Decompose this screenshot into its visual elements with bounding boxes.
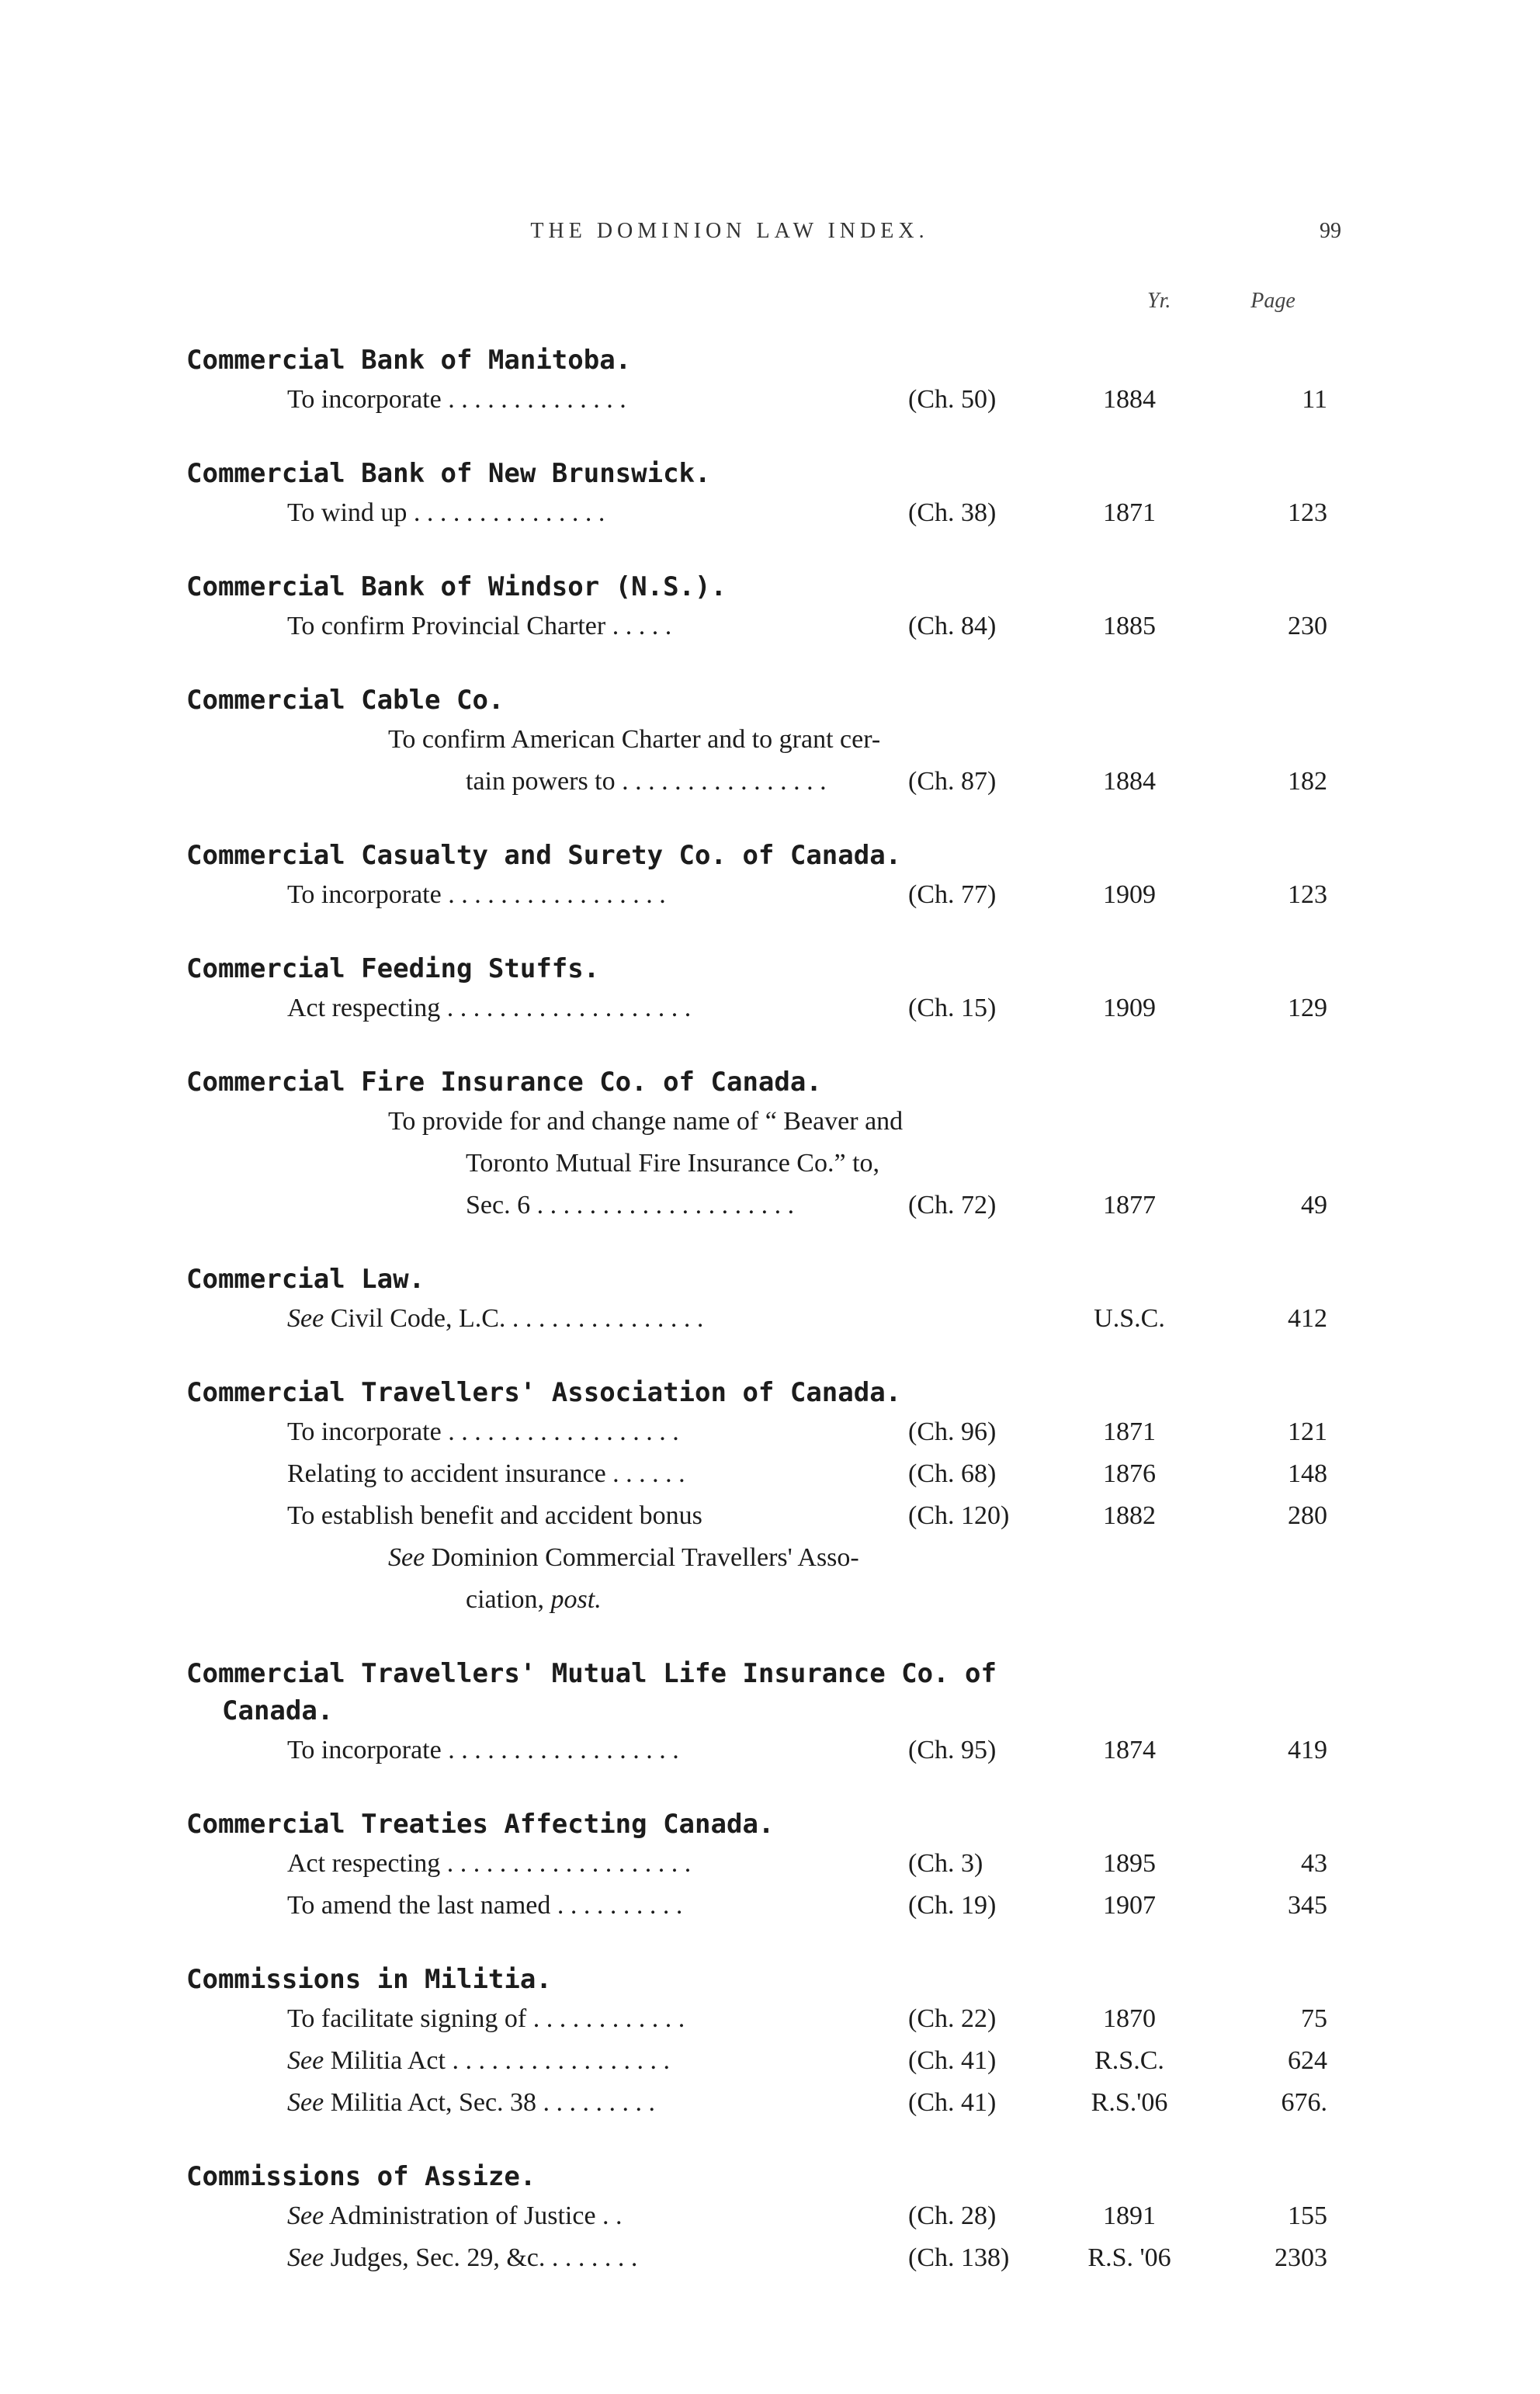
column-headings [0, 289, 1540, 320]
sub-entry-text [287, 1843, 691, 1885]
entry-title [186, 1655, 1320, 1730]
entry-title [186, 1806, 1320, 1843]
sub-entry-text [287, 2237, 637, 2279]
page-reference: 182 [1288, 767, 1327, 796]
year-reference: 1870 [1103, 2004, 1156, 2033]
page-reference: 49 [1301, 1191, 1327, 1220]
sub-entry-continuation: Sec. 6 . . . . . . . . . . . . . . . . . . . . [466, 1191, 795, 1220]
sub-entry-line: To wind up . . . . . . . . . . . . . . . [287, 498, 605, 527]
sub-entry-list [186, 492, 1327, 534]
chapter-reference: (Ch. 87) [908, 767, 997, 796]
entry-title [186, 1261, 1320, 1298]
sub-entry [186, 719, 1327, 803]
index-entry [186, 1961, 1327, 2124]
index-entry [186, 950, 1327, 1029]
page-number: 99 [1320, 219, 1341, 243]
sub-entry-line: Civil Code, L.C. . . . . . . . . . . . . . . . [330, 1304, 704, 1333]
sub-entry-text [287, 379, 626, 421]
post-reference: post. [550, 1585, 602, 1614]
year-reference: 1877 [1103, 1191, 1156, 1220]
sub-entry-line: To incorporate . . . . . . . . . . . . . . . . . . [287, 1736, 679, 1764]
year-reference: 1874 [1103, 1736, 1156, 1764]
sub-entry [186, 1298, 1327, 1340]
chapter-reference: (Ch. 3) [908, 1849, 983, 1878]
index-entry [186, 1063, 1327, 1226]
entry-title-text: Commercial Bank of Manitoba. [186, 345, 632, 376]
entry-title [186, 1063, 1320, 1101]
see-reference: See [287, 2243, 324, 2272]
sub-entry-text [287, 1730, 679, 1771]
sub-entry-text [287, 874, 666, 916]
entry-title-text: Commercial Feeding Stuffs. [186, 953, 600, 984]
sub-entry [186, 1843, 1327, 1885]
sub-entry-list [186, 379, 1327, 421]
entry-title-continuation: Canada. [222, 1695, 334, 1726]
index-entry [186, 568, 1327, 647]
chapter-reference: (Ch. 120) [908, 1501, 1010, 1530]
year-reference: R.S.C. [1094, 2046, 1164, 2075]
sub-entry-list [186, 719, 1327, 803]
index-entry [186, 682, 1327, 803]
sub-entry-line: Act respecting . . . . . . . . . . . . . . . . . . . [287, 1849, 692, 1878]
sub-entry-text [388, 1537, 1133, 1621]
sub-entry [186, 874, 1327, 916]
page-reference: 123 [1288, 880, 1327, 909]
see-reference: See [287, 1304, 324, 1333]
sub-entry-list [186, 1730, 1327, 1771]
year-reference: 1882 [1103, 1501, 1156, 1530]
sub-entry-line: Judges, Sec. 29, &c. . . . . . . . [330, 2243, 638, 2272]
sub-entry-line: To incorporate . . . . . . . . . . . . . . . . . . [287, 1417, 679, 1446]
sub-entry [186, 2237, 1327, 2279]
sub-entry-list [186, 874, 1327, 916]
sub-entry [186, 1730, 1327, 1771]
entry-title-text: Commercial Casualty and Surety Co. of Canada. [186, 840, 902, 871]
sub-entry-line: Militia Act, Sec. 38 . . . . . . . . . [330, 2088, 656, 2117]
sub-entry [186, 605, 1327, 647]
page-reference: 230 [1288, 612, 1327, 640]
sub-entry-list [186, 1998, 1327, 2124]
year-reference: 1891 [1103, 2201, 1156, 2230]
entry-title-text: Commercial Bank of Windsor (N.S.). [186, 571, 727, 602]
entry-title-text: Commercial Treaties Affecting Canada. [186, 1809, 775, 1840]
page-reference: 129 [1288, 994, 1327, 1022]
sub-entry [186, 492, 1327, 534]
entry-title [186, 950, 1320, 987]
index-entry [186, 1655, 1327, 1771]
sub-entry-text [287, 987, 691, 1029]
chapter-reference: (Ch. 50) [908, 385, 997, 414]
chapter-reference: (Ch. 15) [908, 994, 997, 1022]
sub-entry-line: To amend the last named . . . . . . . . . . [287, 1891, 683, 1920]
index-entry [186, 1806, 1327, 1927]
sub-entry-list [186, 1411, 1327, 1621]
sub-entry-line: Administration of Justice . . [328, 2201, 623, 2230]
chapter-reference: (Ch. 68) [908, 1459, 997, 1488]
chapter-reference: (Ch. 84) [908, 612, 997, 640]
sub-entry-text [287, 1495, 702, 1537]
entry-title [186, 455, 1320, 492]
index-entry [186, 2158, 1327, 2279]
chapter-reference: (Ch. 19) [908, 1891, 997, 1920]
sub-entry-line: Act respecting . . . . . . . . . . . . . . . . . . . [287, 994, 692, 1022]
index-entries [186, 342, 1327, 2313]
entry-title-text: Commercial Bank of New Brunswick. [186, 458, 711, 489]
page-reference: 676. [1281, 2088, 1327, 2117]
chapter-reference: (Ch. 28) [908, 2201, 997, 2230]
entry-title-text: Commissions in Militia. [186, 1964, 552, 1995]
chapter-reference: (Ch. 22) [908, 2004, 997, 2033]
page-reference: 123 [1288, 498, 1327, 527]
page-reference: 345 [1288, 1891, 1327, 1920]
chapter-reference: (Ch. 95) [908, 1736, 997, 1764]
running-title: THE DOMINION LAW INDEX. [530, 219, 929, 243]
sub-entry-text [287, 1998, 685, 2040]
entry-title [186, 1961, 1320, 1998]
sub-entry [186, 1101, 1327, 1226]
sub-entry-list [186, 1101, 1327, 1226]
sub-entry-line: To provide for and change name of “ Beaver and [388, 1107, 904, 1136]
page-reference: 2303 [1275, 2243, 1327, 2272]
page-reference: 121 [1288, 1417, 1327, 1446]
sub-entry [186, 1885, 1327, 1927]
sub-entry-line: To confirm Provincial Charter . . . . . [287, 612, 672, 640]
index-entry [186, 342, 1327, 421]
page-reference: 43 [1301, 1849, 1327, 1878]
chapter-reference: (Ch. 96) [908, 1417, 997, 1446]
entry-title-text: Commercial Travellers' Association of Canada. [186, 1377, 902, 1408]
entry-title-text: Commercial Law. [186, 1264, 425, 1295]
entry-title [186, 837, 1320, 874]
year-reference: 1871 [1103, 1417, 1156, 1446]
year-reference: R.S. '06 [1087, 2243, 1171, 2272]
sub-entry-text [287, 2195, 623, 2237]
sub-entry [186, 2195, 1327, 2237]
year-reference: 1884 [1103, 767, 1156, 796]
sub-entry-text [287, 1411, 679, 1453]
page-reference: 155 [1288, 2201, 1327, 2230]
see-reference: See [287, 2046, 324, 2075]
sub-entry-text [287, 1298, 703, 1340]
column-heading-page: Page [1250, 289, 1295, 313]
year-reference: 1871 [1103, 498, 1156, 527]
chapter-reference: (Ch. 77) [908, 880, 997, 909]
page-reference: 624 [1288, 2046, 1327, 2075]
sub-entry-line: To confirm American Charter and to grant cer- [388, 725, 881, 754]
year-reference: 1909 [1103, 994, 1156, 1022]
index-entry [186, 1261, 1327, 1340]
entry-title-text: Commercial Fire Insurance Co. of Canada. [186, 1067, 822, 1098]
sub-entry-text [287, 2040, 670, 2082]
sub-entry [186, 1411, 1327, 1453]
year-reference: 1876 [1103, 1459, 1156, 1488]
entry-title [186, 342, 1320, 379]
sub-entry [186, 2082, 1327, 2124]
sub-entry-text [287, 2082, 655, 2124]
page-reference: 75 [1301, 2004, 1327, 2033]
see-reference: See [287, 2088, 324, 2117]
sub-entry-list [186, 987, 1327, 1029]
see-reference: See [388, 1543, 425, 1572]
year-reference: 1907 [1103, 1891, 1156, 1920]
sub-entry-text [287, 492, 605, 534]
sub-entry [186, 379, 1327, 421]
page-reference: 11 [1302, 385, 1327, 414]
year-reference: 1895 [1103, 1849, 1156, 1878]
sub-entry [186, 1537, 1320, 1621]
sub-entry-list [186, 605, 1327, 647]
entry-title-text: Commercial Cable Co. [186, 685, 505, 716]
sub-entry-continuation: Toronto Mutual Fire Insurance Co.” to, [466, 1149, 880, 1178]
entry-title [186, 2158, 1320, 2195]
entry-title [186, 568, 1320, 605]
entry-title [186, 1374, 1320, 1411]
sub-entry-continuation: ciation, post. [466, 1585, 602, 1614]
year-reference: 1909 [1103, 880, 1156, 909]
year-reference: U.S.C. [1094, 1304, 1165, 1333]
page-reference: 148 [1288, 1459, 1327, 1488]
sub-entry [186, 1998, 1327, 2040]
sub-entry-line: Dominion Commercial Travellers' Asso- [431, 1543, 859, 1572]
see-reference: See [287, 2201, 324, 2230]
sub-entry-line: Relating to accident insurance . . . . . . [287, 1459, 685, 1488]
entry-title [186, 682, 1320, 719]
running-head [0, 219, 1540, 250]
sub-entry-line: To incorporate . . . . . . . . . . . . . . [287, 385, 626, 414]
index-entry [186, 837, 1327, 916]
sub-entry-continuation: tain powers to . . . . . . . . . . . . . . . . [466, 767, 827, 796]
sub-entry [186, 1495, 1327, 1537]
page-reference: 419 [1288, 1736, 1327, 1764]
year-reference: R.S.'06 [1091, 2088, 1168, 2117]
chapter-reference: (Ch. 41) [908, 2088, 997, 2117]
sub-entry-line: To incorporate . . . . . . . . . . . . . . . . . [287, 880, 666, 909]
sub-entry-text [287, 1885, 682, 1927]
sub-entry-list [186, 1843, 1327, 1927]
chapter-reference: (Ch. 138) [908, 2243, 1010, 2272]
chapter-reference: (Ch. 41) [908, 2046, 997, 2075]
sub-entry-line: To facilitate signing of . . . . . . . . . . . . [287, 2004, 685, 2033]
index-entry [186, 455, 1327, 534]
sub-entry-line: To establish benefit and accident bonus [287, 1501, 702, 1530]
chapter-reference: (Ch. 38) [908, 498, 997, 527]
sub-entry-line: Militia Act . . . . . . . . . . . . . . . . . [330, 2046, 670, 2075]
sub-entry-text [287, 605, 671, 647]
entry-title-text: Commercial Travellers' Mutual Life Insurance Co. of [186, 1658, 997, 1689]
sub-entry-list [186, 1298, 1327, 1340]
sub-entry [186, 1453, 1327, 1495]
year-reference: 1884 [1103, 385, 1156, 414]
page-reference: 412 [1288, 1304, 1327, 1333]
sub-entry [186, 2040, 1327, 2082]
sub-entry [186, 987, 1327, 1029]
page-reference: 280 [1288, 1501, 1327, 1530]
index-entry [186, 1374, 1327, 1621]
entry-title-text: Commissions of Assize. [186, 2161, 536, 2192]
sub-entry-list [186, 2195, 1327, 2279]
chapter-reference: (Ch. 72) [908, 1191, 997, 1220]
year-reference: 1885 [1103, 612, 1156, 640]
column-heading-year: Yr. [1147, 289, 1171, 313]
sub-entry-text [287, 1453, 685, 1495]
